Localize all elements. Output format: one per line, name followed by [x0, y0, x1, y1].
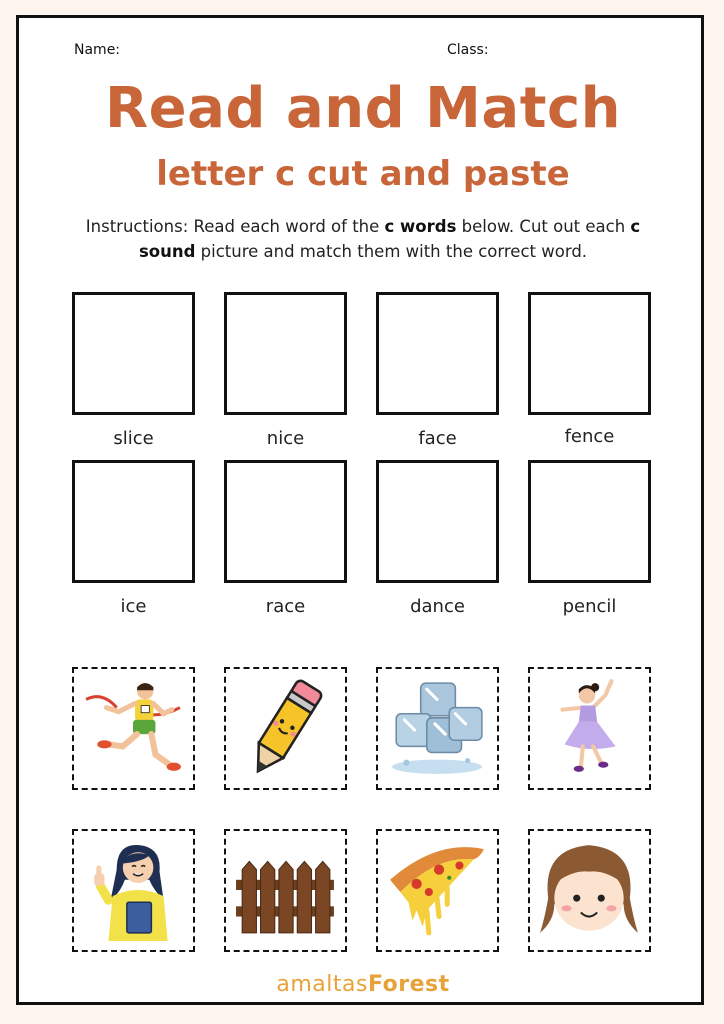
dancer-icon	[538, 677, 640, 779]
cutout-card-fence	[224, 829, 347, 952]
class-label: Class:	[447, 42, 489, 58]
word-pencil: pencil	[562, 596, 617, 617]
girl-face-icon	[538, 839, 640, 941]
instructions-text-1: Instructions: Read each word of the	[85, 217, 385, 236]
instructions-text-3: picture and match them with the correct word.	[195, 242, 588, 261]
cutout-card-pencil	[224, 667, 347, 790]
word-fence: fence	[564, 426, 615, 447]
pizza-slice-icon	[386, 839, 488, 941]
cutout-card-nice	[72, 829, 195, 952]
brand-light: amaltas	[276, 972, 368, 997]
brand-logo	[19, 972, 707, 997]
word-face: face	[418, 428, 457, 449]
pencil-icon	[234, 677, 336, 779]
thumbs-up-girl-icon	[82, 839, 184, 941]
instructions-bold-1: c words	[384, 217, 457, 236]
word-slice: slice	[113, 428, 154, 449]
ice-cubes-icon	[386, 677, 488, 779]
word-ice: ice	[120, 596, 147, 617]
name-label: Name:	[74, 42, 121, 58]
runner-icon	[82, 677, 184, 779]
fence-icon	[234, 839, 336, 941]
cutout-card-slice	[376, 829, 499, 952]
brand-bold: Forest	[367, 972, 450, 997]
worksheet	[16, 15, 704, 1005]
word-dance: dance	[410, 596, 465, 617]
page-title: Read and Match	[104, 76, 622, 141]
instructions-text-2: below. Cut out each	[456, 217, 631, 236]
page-subtitle: letter c cut and paste	[156, 154, 570, 194]
instructions	[59, 214, 667, 264]
answer-box-face	[376, 292, 499, 415]
cutout-card-runner	[72, 667, 195, 790]
answer-box-dance	[376, 460, 499, 583]
answer-box-nice	[224, 292, 347, 415]
answer-box-fence	[528, 292, 651, 415]
cutout-card-dancer	[528, 667, 651, 790]
word-race: race	[265, 596, 306, 617]
answer-box-pencil	[528, 460, 651, 583]
answer-box-ice	[72, 460, 195, 583]
cutout-card-face	[528, 829, 651, 952]
word-nice: nice	[266, 428, 305, 449]
instructions-bold-2: c sound	[138, 217, 641, 261]
answer-box-race	[224, 460, 347, 583]
answer-box-slice	[72, 292, 195, 415]
cutout-card-ice	[376, 667, 499, 790]
